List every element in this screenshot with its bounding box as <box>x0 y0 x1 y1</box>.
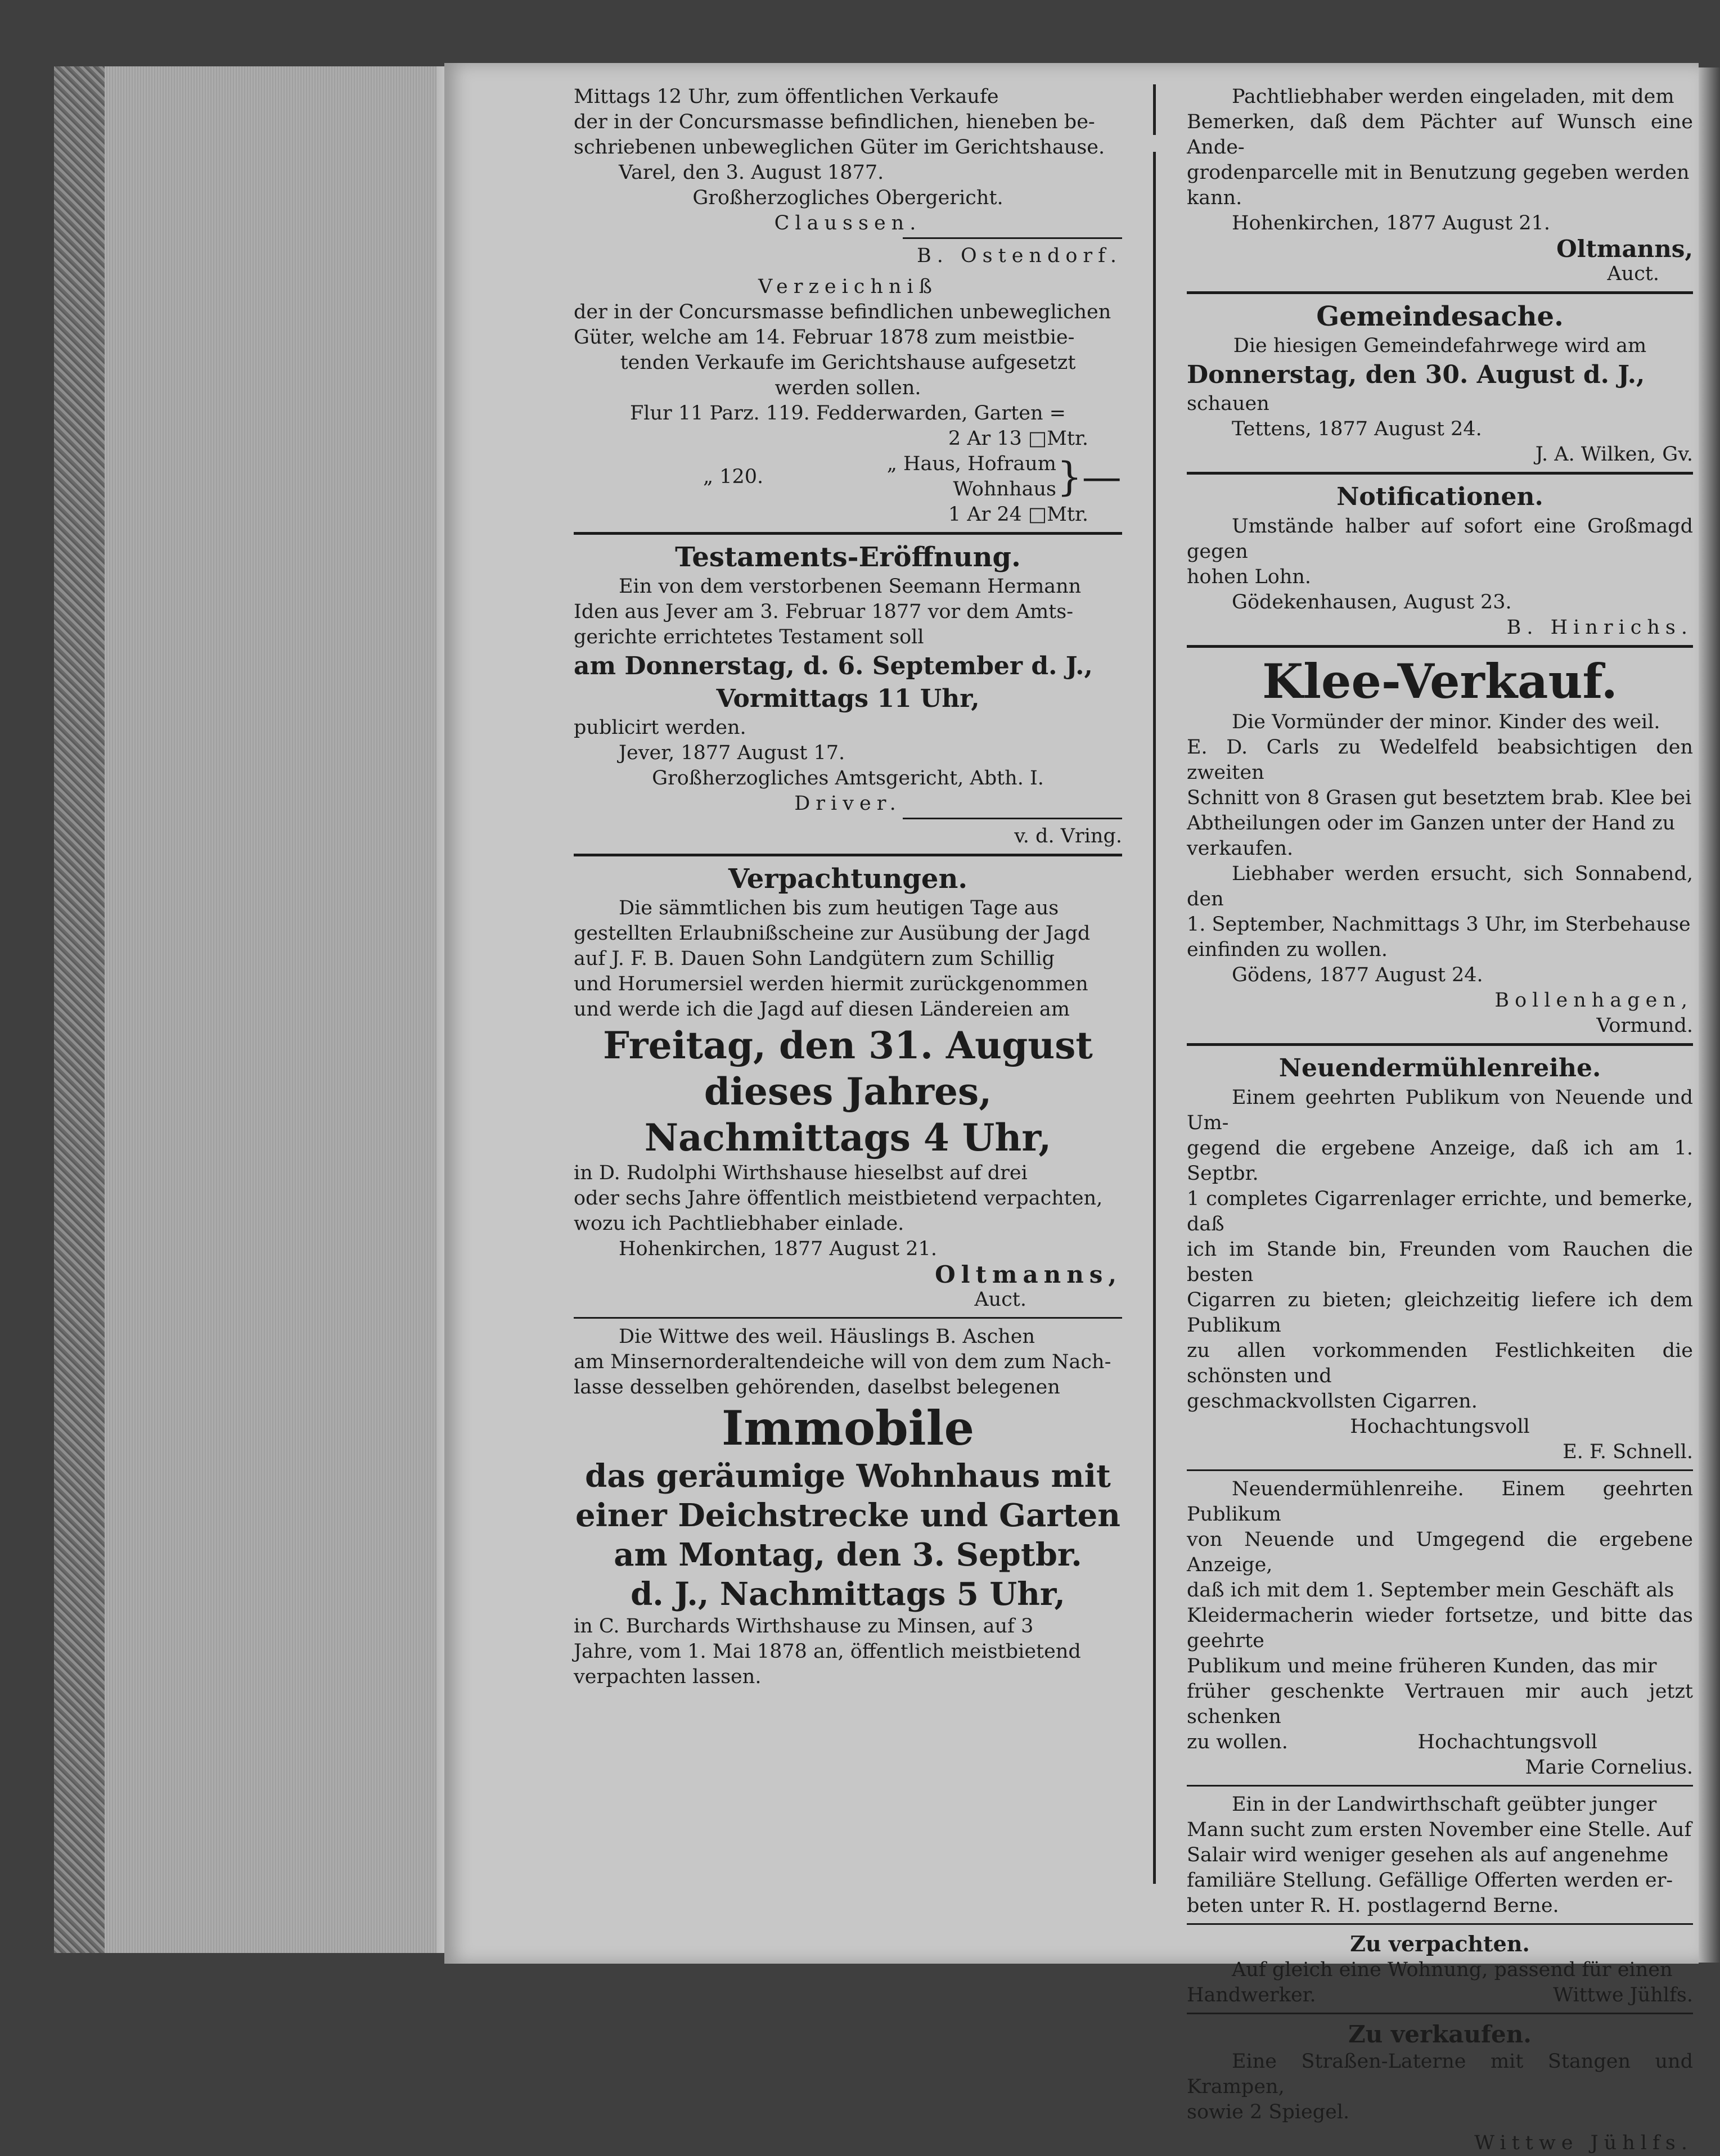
text-line: Die sämmtlichen bis zum heutigen Tage aus <box>619 897 1059 919</box>
text-line: Ein in der Landwirthschaft geübter junger <box>1232 1793 1657 1816</box>
left-column <box>574 84 1122 1690</box>
signer: B. Hinrichs. <box>1506 616 1693 639</box>
text-line: kann. <box>1187 187 1242 209</box>
notice-landwirthschaft <box>1187 1792 1693 1919</box>
section-title: Zu verkaufen. <box>1348 2020 1532 2048</box>
signer: Marie Cornelius. <box>1525 1756 1693 1779</box>
parcel-row <box>574 452 1122 502</box>
signature-rule <box>903 237 1122 239</box>
page-curl-shadow <box>1699 67 1720 1963</box>
text-line: Eine Straßen-Laterne mit Stangen und Krampen, <box>1187 2050 1693 2098</box>
book-page-stack <box>105 66 436 1953</box>
section-rule <box>1187 1043 1693 1046</box>
text-line: zu allen vorkommenden Festlichkeiten die schönsten und <box>1187 1339 1693 1387</box>
signer-role: Vormund. <box>1596 1014 1693 1037</box>
text-line: publicirt werden. <box>574 716 746 739</box>
text-line: Pachtliebhaber werden eingeladen, mit dem <box>1232 85 1674 108</box>
court-name: Großherzogliches Obergericht. <box>692 187 1003 209</box>
greeting: Hochachtungsvoll <box>1417 1731 1597 1753</box>
text-line: beten unter R. H. postlagernd Berne. <box>1187 1895 1559 1917</box>
signer: Wittwe Jühlfs. <box>1474 2132 1693 2154</box>
section-title: Notificationen. <box>1336 482 1543 511</box>
section-title: Klee-Verkauf. <box>1262 653 1618 709</box>
text-line: wozu ich Pachtliebhaber einlade. <box>574 1212 904 1235</box>
big-title: Immobile <box>721 1400 975 1456</box>
signer: Oltmanns, <box>935 1261 1122 1288</box>
parcel-area: 2 Ar 13 □Mtr. <box>948 427 1088 450</box>
signature-rule <box>903 818 1122 819</box>
right-column <box>1187 84 1693 2156</box>
text-line: grodenparcelle mit in Benutzung gegeben werden <box>1187 161 1690 184</box>
text-line: schriebenen unbeweglichen Güter im Gerichtshause. <box>574 136 1105 159</box>
court-name: Großherzogliches Amtsgericht, Abth. I. <box>652 767 1044 790</box>
big-date: Freitag, den 31. August <box>603 1023 1093 1067</box>
big-date: am Montag, den 3. Septbr. <box>614 1536 1082 1573</box>
text-line: Handwerker. <box>1187 1984 1316 2006</box>
place-date: Hohenkirchen, 1877 August 21. <box>619 1238 937 1260</box>
text-line: der in der Concursmasse befindlichen, hieneben be- <box>574 111 1095 133</box>
cosigner: v. d. Vring. <box>1014 825 1122 847</box>
place-date: Tettens, 1877 August 24. <box>1232 418 1482 440</box>
section-rule <box>1187 1469 1693 1471</box>
column-divider-top <box>1153 84 1156 135</box>
text-line: daß ich mit dem 1. September mein Geschäft als <box>1187 1579 1674 1602</box>
text-line: einfinden zu wollen. <box>1187 939 1388 961</box>
text-line: hohen Lohn. <box>1187 566 1312 588</box>
notice-notificationen <box>1187 480 1693 641</box>
text-line: und werde ich die Jagd auf diesen Ländereien am <box>574 998 1070 1021</box>
section-rule <box>574 854 1122 856</box>
text-line: gerichte errichtetes Testament soll <box>574 626 924 648</box>
big-line: das geräumige Wohnhaus mit <box>585 1458 1111 1495</box>
text-line: in D. Rudolphi Wirthshause hieselbst auf drei <box>574 1162 1028 1184</box>
notice-immobile <box>574 1324 1122 1690</box>
text-line: verpachten lassen. <box>574 1666 762 1688</box>
closing-row <box>1187 1983 1693 2008</box>
text-line: in C. Burchards Wirthshause zu Minsen, auf 3 <box>574 1615 1034 1638</box>
text-line: 1. September, Nachmittags 3 Uhr, im Sterbehause <box>1187 913 1691 936</box>
notice-verzeichnis <box>574 274 1122 527</box>
notice-kleidermacherin <box>1187 1477 1693 1780</box>
text-line: Schnitt von 8 Grasen gut besetztem brab. Klee bei <box>1187 787 1692 809</box>
place-date: Jever, 1877 August 17. <box>619 742 845 764</box>
signer: E. F. Schnell. <box>1563 1441 1693 1463</box>
section-rule <box>1187 291 1693 294</box>
text-line: Abtheilungen oder im Ganzen unter der Hand zu <box>1187 812 1676 835</box>
text-line: Salair wird weniger gesehen als auf angenehme <box>1187 1844 1669 1866</box>
text-line: familiäre Stellung. Gefällige Offerten werden er- <box>1187 1869 1673 1892</box>
cosigner: B. Ostendorf. <box>917 245 1122 267</box>
text-line: und Horumersiel werden hiermit zurückgenommen <box>574 973 1088 995</box>
text-line: Güter, welche am 14. Februar 1878 zum meistbie- <box>574 326 1075 349</box>
signer: Claussen. <box>774 212 922 234</box>
place-date: Gödens, 1877 August 24. <box>1232 964 1483 986</box>
big-time: Vormittags 11 Uhr, <box>716 684 980 713</box>
big-time: Nachmittags 4 Uhr, <box>644 1116 1052 1160</box>
text-line: schauen <box>1187 393 1269 415</box>
text-line: Mittags 12 Uhr, zum öffentlichen Verkaufe <box>574 85 999 108</box>
column-divider <box>1153 152 1156 1884</box>
text-line: Die Vormünder der minor. Kinder des weil. <box>1232 711 1660 733</box>
section-rule <box>574 532 1122 535</box>
signer: Oltmanns, <box>1556 235 1693 263</box>
text-line: Liebhaber werden ersucht, sich Sonnabend, den <box>1187 863 1693 910</box>
signer-role: Auct. <box>974 1288 1026 1311</box>
text-line: früher geschenkte Vertrauen mir auch jetzt schenken <box>1187 1680 1693 1728</box>
parcel-area: 1 Ar 24 □Mtr. <box>948 503 1088 526</box>
section-rule <box>1187 472 1693 475</box>
place-date: Hohenkirchen, 1877 August 21. <box>1232 212 1550 234</box>
section-rule <box>1187 1923 1693 1925</box>
text-line: Jahre, vom 1. Mai 1878 an, öffentlich meistbietend <box>574 1640 1081 1663</box>
parcel-line: Flur 11 Parz. 119. Fedderwarden, Garten = <box>630 402 1066 425</box>
greeting: Hochachtungsvoll <box>1350 1415 1530 1438</box>
section-rule <box>574 1317 1122 1319</box>
big-date: am Donnerstag, d. 6. September d. J., <box>574 652 1093 680</box>
big-date: Donnerstag, den 30. August d. J., <box>1187 360 1645 389</box>
text-line: E. D. Carls zu Wedelfeld beabsichtigen den zweiten <box>1187 736 1693 784</box>
notice-neuendermuehlenreihe-cigarren <box>1187 1052 1693 1465</box>
section-title: Gemeindesache. <box>1316 301 1564 332</box>
text-line: Neuendermühlenreihe. Einem geehrten Publikum <box>1187 1478 1693 1526</box>
section-title: Zu verpachten. <box>1350 1931 1530 1956</box>
text-line: gestellten Erlaubnißscheine zur Ausübung der Jagd <box>574 922 1091 945</box>
section-title: Neuendermühlenreihe. <box>1278 1054 1601 1082</box>
signer-role: Auct. <box>1607 263 1659 285</box>
parcel-desc-2: Wohnhaus <box>953 478 1056 500</box>
text-line: der in der Concursmasse befindlichen unbeweglichen <box>574 301 1111 323</box>
signer: Bollenhagen, <box>1494 989 1693 1012</box>
brace-equals: }— <box>1057 454 1122 500</box>
text-line: oder sechs Jahre öffentlich meistbietend verpachten, <box>574 1187 1103 1210</box>
text-line: ich im Stande bin, Freunden vom Rauchen die besten <box>1187 1238 1693 1286</box>
notice-zu-verkaufen <box>1187 2020 1693 2156</box>
big-line: einer Deichstrecke und Garten <box>575 1497 1120 1534</box>
text-line: zu wollen. <box>1187 1731 1288 1753</box>
section-title: Verpachtungen. <box>728 863 968 895</box>
notice-verpachtungen <box>574 862 1122 1312</box>
signer: J. A. Wilken, Gv. <box>1535 443 1693 466</box>
notice-zu-verpachten <box>1187 1931 1693 2008</box>
signer: Driver. <box>794 792 902 815</box>
text-line: Auf gleich eine Wohnung, passend für einen <box>1232 1959 1673 1981</box>
section-title: Testaments-Eröffnung. <box>675 542 1021 573</box>
parcel-desc: „ Haus, Hofraum <box>886 453 1056 475</box>
text-line: Die Wittwe des weil. Häuslings B. Aschen <box>619 1325 1035 1348</box>
text-line: 1 completes Cigarrenlager errichte, und bemerke, daß <box>1187 1188 1693 1235</box>
text-line: Einem geehrten Publikum von Neuende und Um- <box>1187 1086 1693 1134</box>
text-line: werden sollen. <box>775 377 921 399</box>
section-rule <box>1187 2013 1693 2014</box>
signer: Wittwe Jühlfs. <box>1553 1984 1693 2006</box>
big-time: d. J., Nachmittags 5 Uhr, <box>631 1576 1065 1613</box>
parcel-number: „ 120. <box>703 465 764 488</box>
text-line: Publikum und meine früheren Kunden, das mir <box>1187 1655 1657 1677</box>
closing-row <box>1187 1730 1693 1755</box>
notice-pachtliebhaber <box>1187 84 1693 287</box>
book-edge <box>54 66 105 1953</box>
big-year: dieses Jahres, <box>704 1070 992 1113</box>
text-line: Cigarren zu bieten; gleichzeitig liefere ich dem Publikum <box>1187 1289 1693 1337</box>
section-rule <box>1187 645 1693 648</box>
text-line: verkaufen. <box>1187 837 1294 860</box>
text-line: Umstände halber auf sofort eine Großmagd gegen <box>1187 515 1693 563</box>
text-line: auf J. F. B. Dauen Sohn Landgütern zum Schillig <box>574 948 1055 970</box>
text-line: Ein von dem verstorbenen Seemann Hermann <box>619 575 1082 598</box>
text-line: Kleidermacherin wieder fortsetze, und bitte das geehrte <box>1187 1604 1693 1652</box>
text-line: lasse desselben gehörenden, daselbst belegenen <box>574 1376 1060 1399</box>
notice-gemeindesache <box>1187 300 1693 467</box>
notice-testament <box>574 540 1122 849</box>
notice-concurs-sale <box>574 84 1122 269</box>
text-line: gegend die ergebene Anzeige, daß ich am 1. Septbr. <box>1187 1137 1693 1185</box>
place-date: Varel, den 3. August 1877. <box>619 161 884 184</box>
section-title: Verzeichniß <box>758 276 938 298</box>
text-line: Die hiesigen Gemeindefahrwege wird am <box>1233 335 1647 357</box>
notice-klee-verkauf <box>1187 653 1693 1039</box>
text-line: Mann sucht zum ersten November eine Stelle. Auf <box>1187 1819 1692 1841</box>
text-line: am Minsernorderaltendeiche will von dem zum Nach- <box>574 1351 1111 1373</box>
text-line: von Neuende und Umgegend die ergebene Anzeige, <box>1187 1528 1693 1576</box>
text-line: Iden aus Jever am 3. Februar 1877 vor dem Amts- <box>574 601 1074 623</box>
text-line: geschmackvollsten Cigarren. <box>1187 1390 1478 1413</box>
text-line: sowie 2 Spiegel. <box>1187 2101 1350 2123</box>
text-line: Bemerken, daß dem Pächter auf Wunsch eine Ande- <box>1187 111 1693 159</box>
text-line: tenden Verkaufe im Gerichtshause aufgesetzt <box>620 351 1076 374</box>
section-rule <box>1187 1785 1693 1787</box>
place-date: Gödekenhausen, August 23. <box>1232 591 1512 614</box>
